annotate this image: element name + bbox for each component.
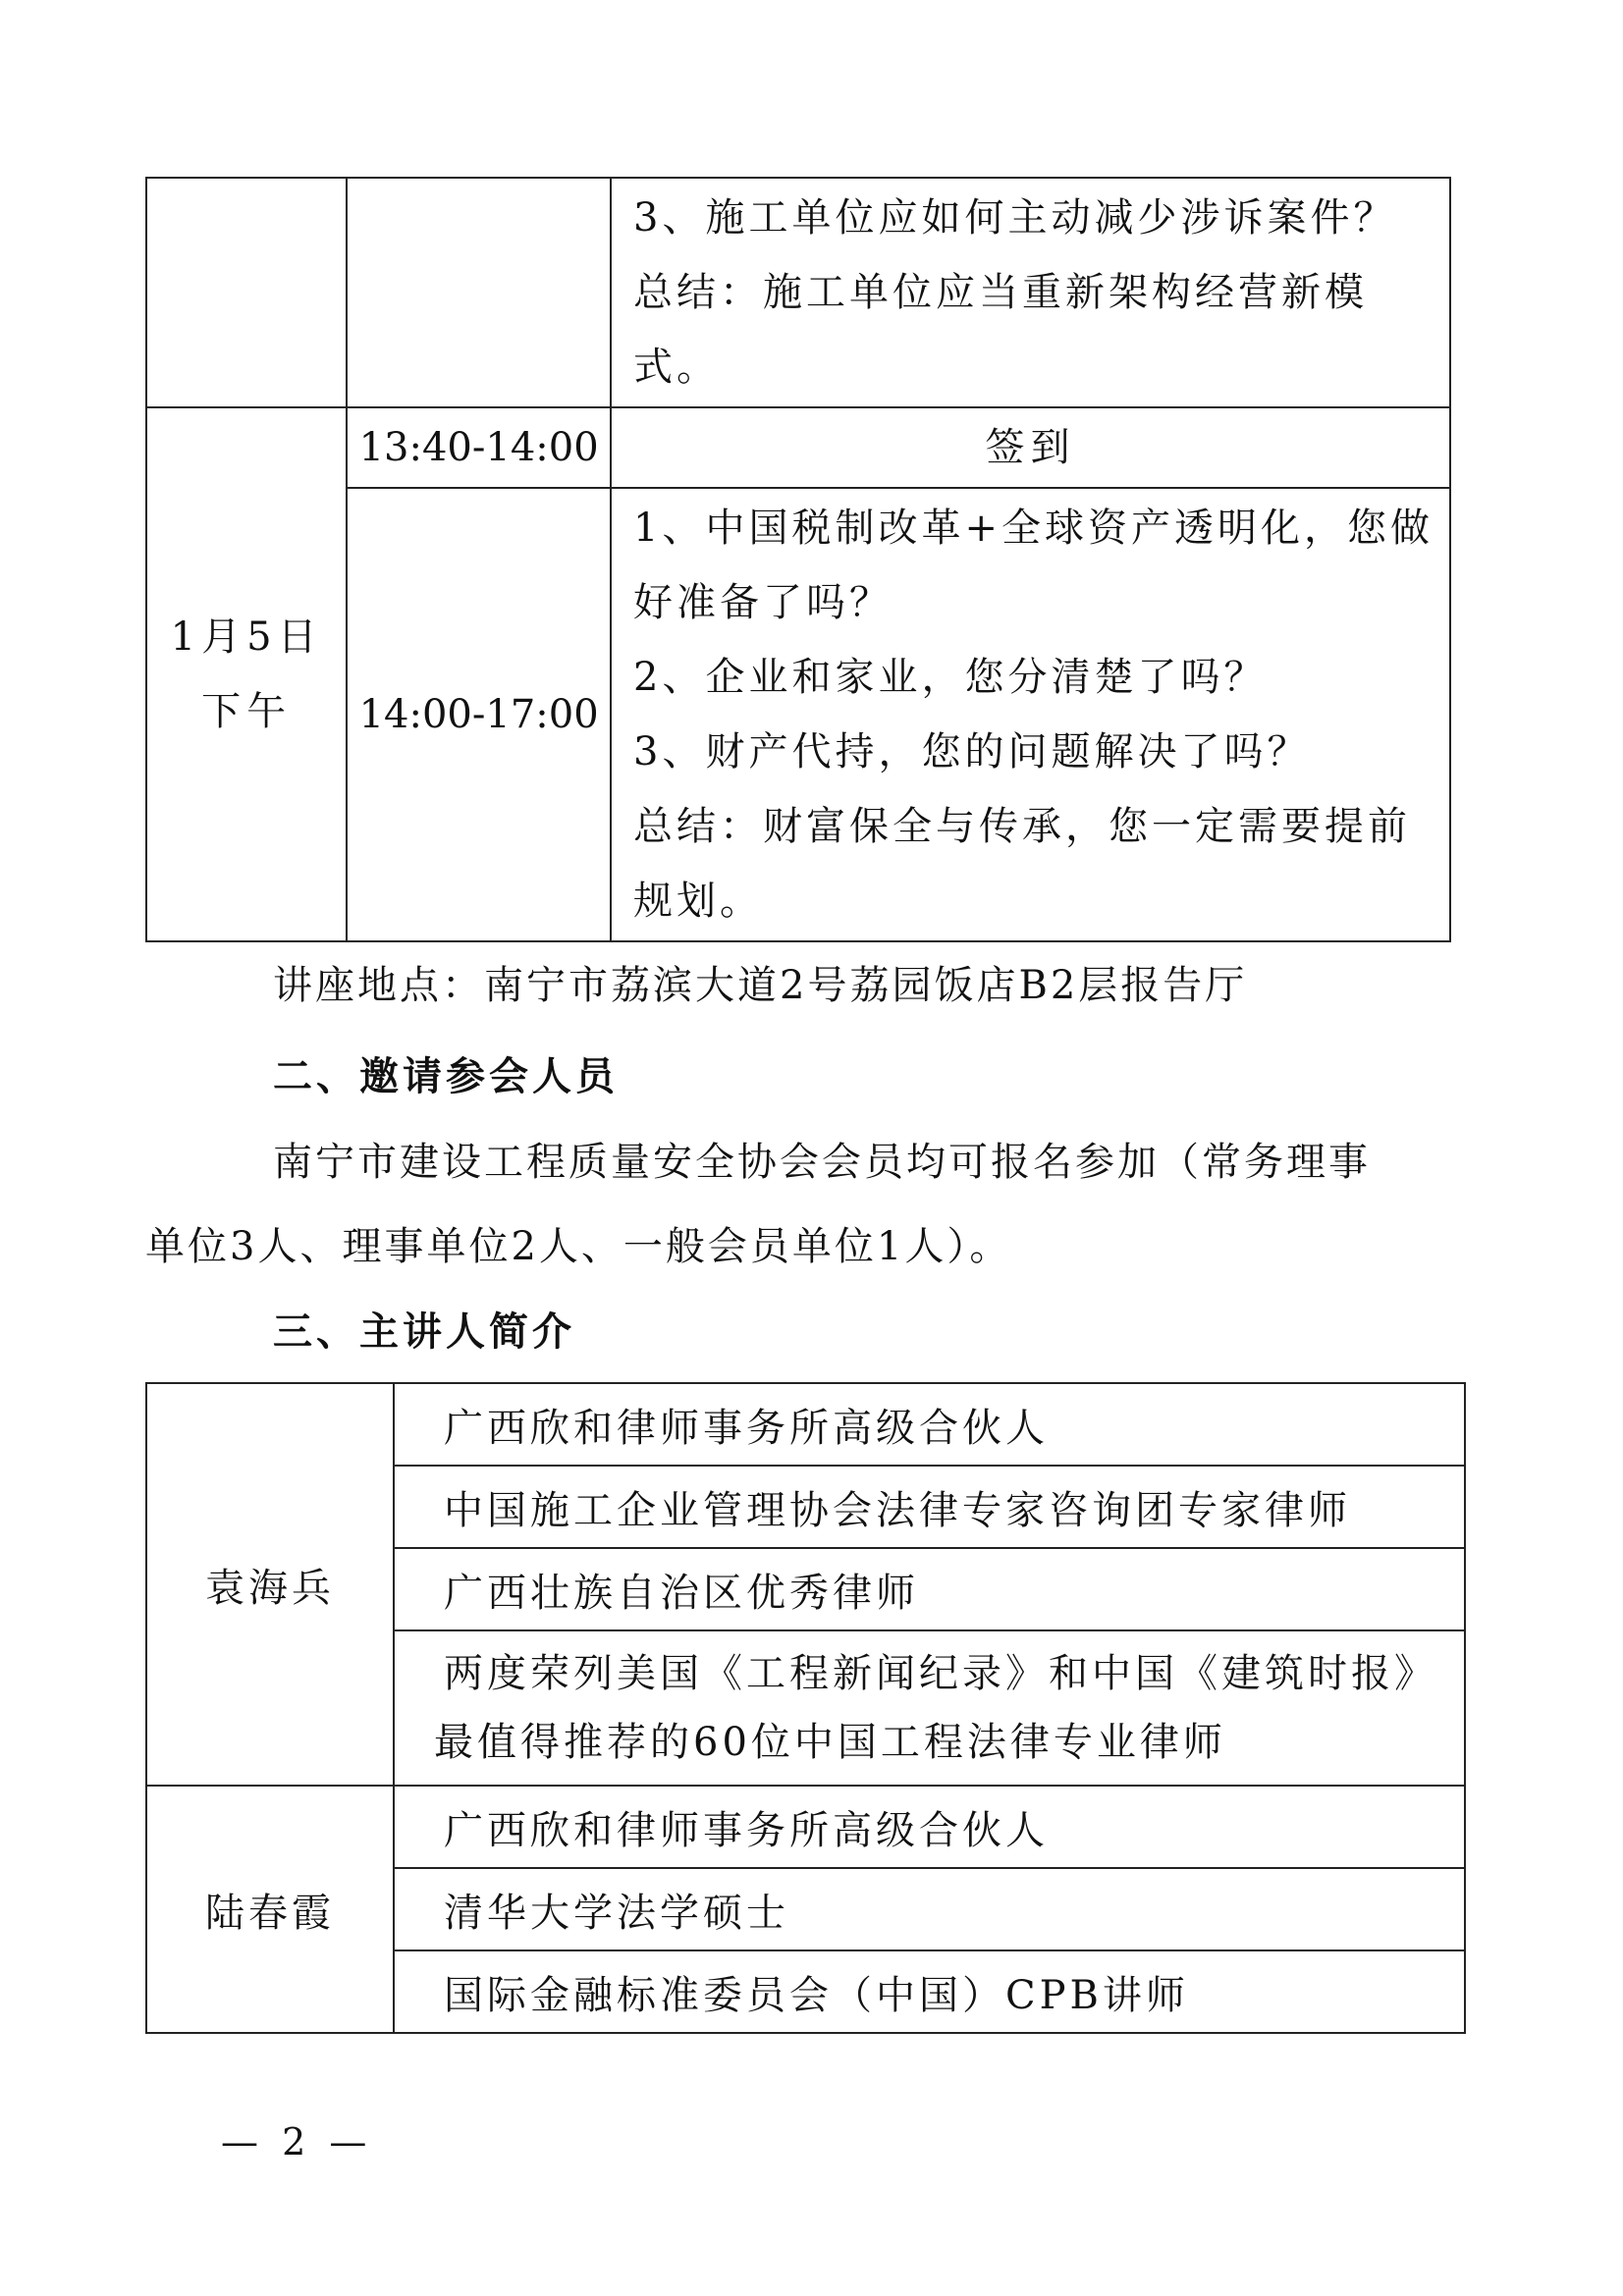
schedule-row-continuation	[146, 178, 1450, 407]
speaker-name: 袁海兵	[146, 1383, 394, 1786]
signin-time: 13:40-14:00	[347, 407, 611, 488]
lecture-line: 1、中国税制改革+全球资产透明化，您做	[633, 506, 1434, 551]
speakers-table	[145, 1382, 1466, 2034]
content-cell	[611, 178, 1450, 407]
speaker-credential: 广西欣和律师事务所高级合伙人	[394, 1786, 1465, 1868]
page-number: — 2 —	[221, 2120, 373, 2163]
speaker-name: 陆春霞	[146, 1786, 394, 2033]
schedule-row-signin	[146, 407, 1450, 488]
section-heading-invitees: 二、邀请参会人员	[273, 1054, 619, 1099]
session-date-cell	[146, 407, 347, 941]
session-date: 1月5日	[170, 614, 323, 660]
content-line: 总结：施工单位应当重新架构经营新模	[633, 270, 1369, 315]
speaker-credential-multiline	[394, 1630, 1465, 1786]
speaker-credential: 国际金融标准委员会（中国）CPB讲师	[394, 1950, 1465, 2033]
lecture-content-cell	[611, 488, 1450, 941]
section-heading-speakers: 三、主讲人简介	[273, 1309, 575, 1355]
speaker-credential: 清华大学法学硕士	[394, 1868, 1465, 1950]
date-cell-empty	[146, 178, 347, 407]
lecture-line: 3、财产代持，您的问题解决了吗？	[633, 729, 1311, 774]
lecture-time: 14:00-17:00	[347, 488, 611, 941]
schedule-table	[145, 177, 1451, 942]
lecture-line: 规划。	[633, 879, 764, 924]
speaker-credential: 中国施工企业管理协会法律专家咨询团专家律师	[394, 1466, 1465, 1548]
invitees-paragraph-line1: 南宁市建设工程质量安全协会会员均可报名参加（常务理事	[273, 1140, 1371, 1185]
content-line: 3、施工单位应如何主动减少涉诉案件？	[633, 195, 1397, 240]
speaker-row	[146, 1383, 1465, 1466]
speaker-row	[146, 1786, 1465, 1868]
venue-text: 讲座地点：南宁市荔滨大道2号荔园饭店B2层报告厅	[273, 963, 1248, 1008]
lecture-line: 好准备了吗？	[633, 580, 893, 625]
time-cell-empty	[347, 178, 611, 407]
session-period: 下午	[201, 689, 293, 734]
lecture-line: 2、企业和家业，您分清楚了吗？	[633, 655, 1268, 700]
credential-line: 两度荣列美国《工程新闻纪录》和中国《建筑时报》	[444, 1651, 1437, 1696]
lecture-line: 总结：财富保全与传承，您一定需要提前	[633, 804, 1412, 849]
invitees-paragraph-line2: 单位3人、理事单位2人、一般会员单位1人）。	[145, 1224, 1012, 1269]
content-line: 式。	[633, 345, 721, 390]
credential-line: 最值得推荐的60位中国工程法律专业律师	[434, 1720, 1226, 1765]
signin-label: 签到	[611, 407, 1450, 488]
speaker-credential: 广西欣和律师事务所高级合伙人	[394, 1383, 1465, 1466]
speaker-credential: 广西壮族自治区优秀律师	[394, 1548, 1465, 1630]
